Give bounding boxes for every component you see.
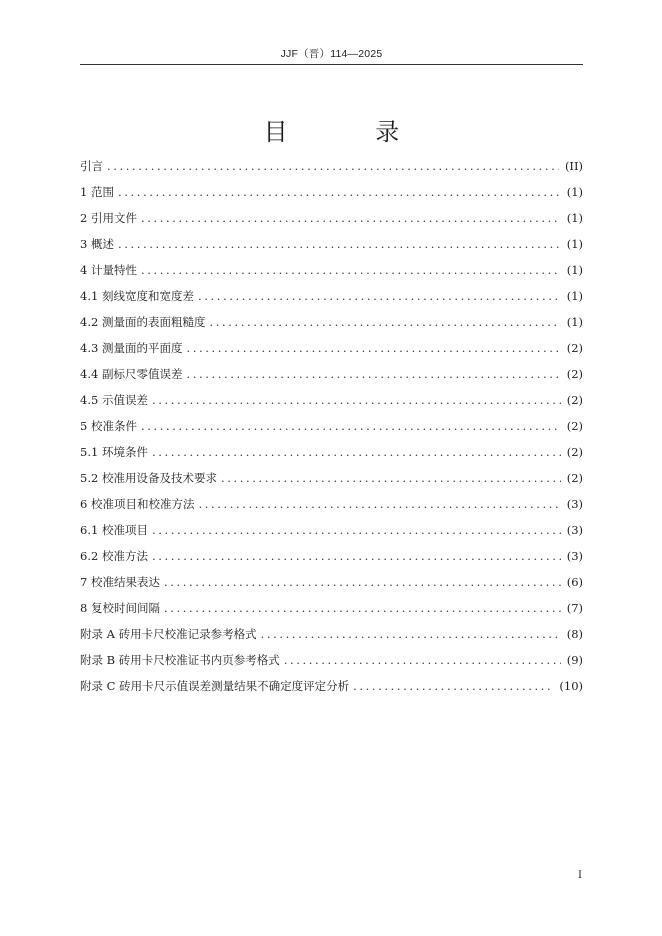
toc-entry-page: (3) xyxy=(566,549,583,563)
toc-entry-page: (1) xyxy=(566,315,583,329)
toc-title: 目 录 xyxy=(263,118,440,146)
toc-entry-label: 附录 C 砖用卡尺示值误差测量结果不确定度评定分析 xyxy=(80,679,350,693)
toc-entry-4-1[interactable] xyxy=(80,283,583,309)
toc-entry-page: (1) xyxy=(566,185,583,199)
toc-entry-page: (7) xyxy=(566,601,583,615)
dot-leader xyxy=(141,413,561,439)
dot-leader xyxy=(164,569,561,595)
dot-leader xyxy=(107,153,559,179)
toc-entry-5-1[interactable] xyxy=(80,439,583,465)
dot-leader xyxy=(141,205,561,231)
toc-entry-page: (1) xyxy=(566,211,583,225)
toc-entry-label: 7 校准结果表达 xyxy=(80,575,160,589)
table-of-contents xyxy=(80,153,583,699)
toc-entry-page: (6) xyxy=(566,575,583,589)
toc-entry-4-4[interactable] xyxy=(80,361,583,387)
toc-entry-page: (8) xyxy=(566,627,583,641)
toc-entry-label: 5 校准条件 xyxy=(80,419,137,433)
header-rule xyxy=(80,64,583,65)
toc-entry-page: (II) xyxy=(564,159,583,173)
toc-entry-label: 6.2 校准方法 xyxy=(80,549,148,563)
toc-entry-4-3[interactable] xyxy=(80,335,583,361)
dot-leader xyxy=(261,621,561,647)
toc-entry-label: 附录 B 砖用卡尺校准证书内页参考格式 xyxy=(80,653,280,667)
toc-entry-page: (3) xyxy=(566,497,583,511)
toc-entry-label: 附录 A 砖用卡尺校准记录参考格式 xyxy=(80,627,257,641)
toc-entry-appendix-a[interactable] xyxy=(80,621,583,647)
dot-leader xyxy=(209,309,560,335)
dot-leader xyxy=(118,179,561,205)
dot-leader xyxy=(152,439,561,465)
toc-entry-label: 引言 xyxy=(80,159,103,173)
toc-entry-page: (2) xyxy=(566,341,583,355)
dot-leader xyxy=(152,517,561,543)
dot-leader xyxy=(284,647,561,673)
toc-entry-appendix-b[interactable] xyxy=(80,647,583,673)
dot-leader xyxy=(198,491,560,517)
toc-entry-label: 6.1 校准项目 xyxy=(80,523,148,537)
toc-entry-page: (2) xyxy=(566,445,583,459)
toc-entry-calibration-conditions[interactable] xyxy=(80,413,583,439)
toc-entry-label: 5.1 环境条件 xyxy=(80,445,148,459)
toc-entry-appendix-c[interactable] xyxy=(80,673,583,699)
toc-entry-label: 4.1 刻线宽度和宽度差 xyxy=(80,289,194,303)
toc-entry-references[interactable] xyxy=(80,205,583,231)
dot-leader xyxy=(186,361,560,387)
toc-entry-page: (2) xyxy=(566,367,583,381)
dot-leader xyxy=(164,595,561,621)
dot-leader xyxy=(152,543,561,569)
toc-entry-page: (10) xyxy=(559,679,583,693)
toc-entry-page: (1) xyxy=(566,289,583,303)
toc-entry-page: (2) xyxy=(566,471,583,485)
toc-entry-recalibration-interval[interactable] xyxy=(80,595,583,621)
dot-leader xyxy=(221,465,561,491)
dot-leader xyxy=(152,387,561,413)
toc-entry-page: (1) xyxy=(566,237,583,251)
toc-entry-foreword[interactable] xyxy=(80,153,583,179)
toc-entry-page: (2) xyxy=(566,419,583,433)
toc-entry-4-5[interactable] xyxy=(80,387,583,413)
toc-entry-overview[interactable] xyxy=(80,231,583,257)
toc-entry-label: 3 概述 xyxy=(80,237,114,251)
toc-entry-label: 4.2 测量面的表面粗糙度 xyxy=(80,315,206,329)
toc-entry-label: 4.5 示值误差 xyxy=(80,393,148,407)
toc-entry-label: 4.3 测量面的平面度 xyxy=(80,341,183,355)
toc-entry-metrological-characteristics[interactable] xyxy=(80,257,583,283)
toc-entry-label: 6 校准项目和校准方法 xyxy=(80,497,195,511)
toc-entry-page: (9) xyxy=(566,653,583,667)
toc-entry-page: (3) xyxy=(566,523,583,537)
toc-entry-label: 4.4 副标尺零值误差 xyxy=(80,367,183,381)
toc-entry-page: (2) xyxy=(566,393,583,407)
dot-leader xyxy=(198,283,561,309)
running-header: JJF（晋）114—2025 xyxy=(280,48,383,60)
toc-entry-label: 5.2 校准用设备及技术要求 xyxy=(80,471,217,485)
toc-entry-5-2[interactable] xyxy=(80,465,583,491)
dot-leader xyxy=(353,673,553,699)
toc-entry-4-2[interactable] xyxy=(80,309,583,335)
toc-entry-scope[interactable] xyxy=(80,179,583,205)
toc-entry-6-1[interactable] xyxy=(80,517,583,543)
dot-leader xyxy=(141,257,561,283)
toc-entry-result-expression[interactable] xyxy=(80,569,583,595)
page-number: I xyxy=(578,870,582,881)
toc-entry-label: 4 计量特性 xyxy=(80,263,137,277)
toc-entry-label: 8 复校时间间隔 xyxy=(80,601,160,615)
toc-entry-page: (1) xyxy=(566,263,583,277)
toc-entry-calibration-items-methods[interactable] xyxy=(80,491,583,517)
toc-entry-label: 2 引用文件 xyxy=(80,211,137,225)
toc-entry-label: 1 范围 xyxy=(80,185,114,199)
dot-leader xyxy=(118,231,561,257)
dot-leader xyxy=(186,335,560,361)
toc-entry-6-2[interactable] xyxy=(80,543,583,569)
